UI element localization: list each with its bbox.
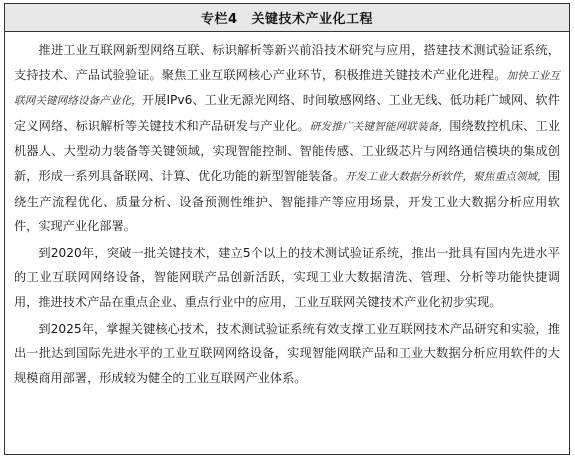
column-box [4, 3, 570, 455]
smart-equipment-text: 围绕数控机床、工业机器人、大型动力装备等关键领域，实现智能控制、智能传感、工业级芯片与网络通信模块的集成创新，形成一系列具备联网、计算、优化功能的新型智能装备。 [14, 118, 561, 183]
highlight-network-devices: 加快工业互联网关键网络设备产业化， [14, 69, 561, 108]
bigdata-software-text: 围绕生产流程优化、质量分析、设备预测性维护、智能排产等应用场景，开发工业大数据分析应用软件，实现产业化部署。 [14, 168, 561, 234]
column-body [5, 32, 569, 390]
column-label: 专栏4 [200, 12, 238, 27]
highlight-bigdata-software: 开发工业大数据分析软件，聚焦重点领域， [345, 170, 548, 183]
highlight-smart-equipment: 研发推广关键智能网联装备， [309, 120, 450, 133]
paragraph-overview [14, 38, 560, 239]
paragraph-2025-goal: 到2025年，掌握关键核心技术，技术测试验证系统有效支撑工业互联网技术产品研究和实验，推出一批达到国际先进水平的工业互联网网络设备，实现智能网联产品和工业大数据分析应用软件的大规模商用部署，形成较为健全的工业互联网产业体系。 [14, 321, 560, 385]
column-header [5, 4, 569, 32]
overview-intro: 推进工业互联网新型网络互联、标识解析等新兴前沿技术研究与应用，搭建技术测试验证系统，支持技术、产品试验验证。聚焦工业互联网核心产业环节，积极推进关键技术产业化进程。 [14, 43, 560, 82]
column-title: 关键技术产业化工程 [251, 12, 374, 27]
network-devices-text: 开展IPv6、工业无源光网络、时间敏感网络、工业无线、低功耗广域网、软件定义网络、标识解析等关键技术和产品研发与产业化。 [14, 93, 560, 133]
paragraph-2020-goal: 到2020年，突破一批关键技术，建立5个以上的技术测试验证系统，推出一批具有国内先进水平的工业互联网网络设备，智能网联产品创新活跃，实现工业大数据清洗、管理、分析等功能快捷调用，推进技术产品在重点企业、重点行业中的应用，工业互联网关键技术产业化初步实现。 [14, 245, 560, 309]
